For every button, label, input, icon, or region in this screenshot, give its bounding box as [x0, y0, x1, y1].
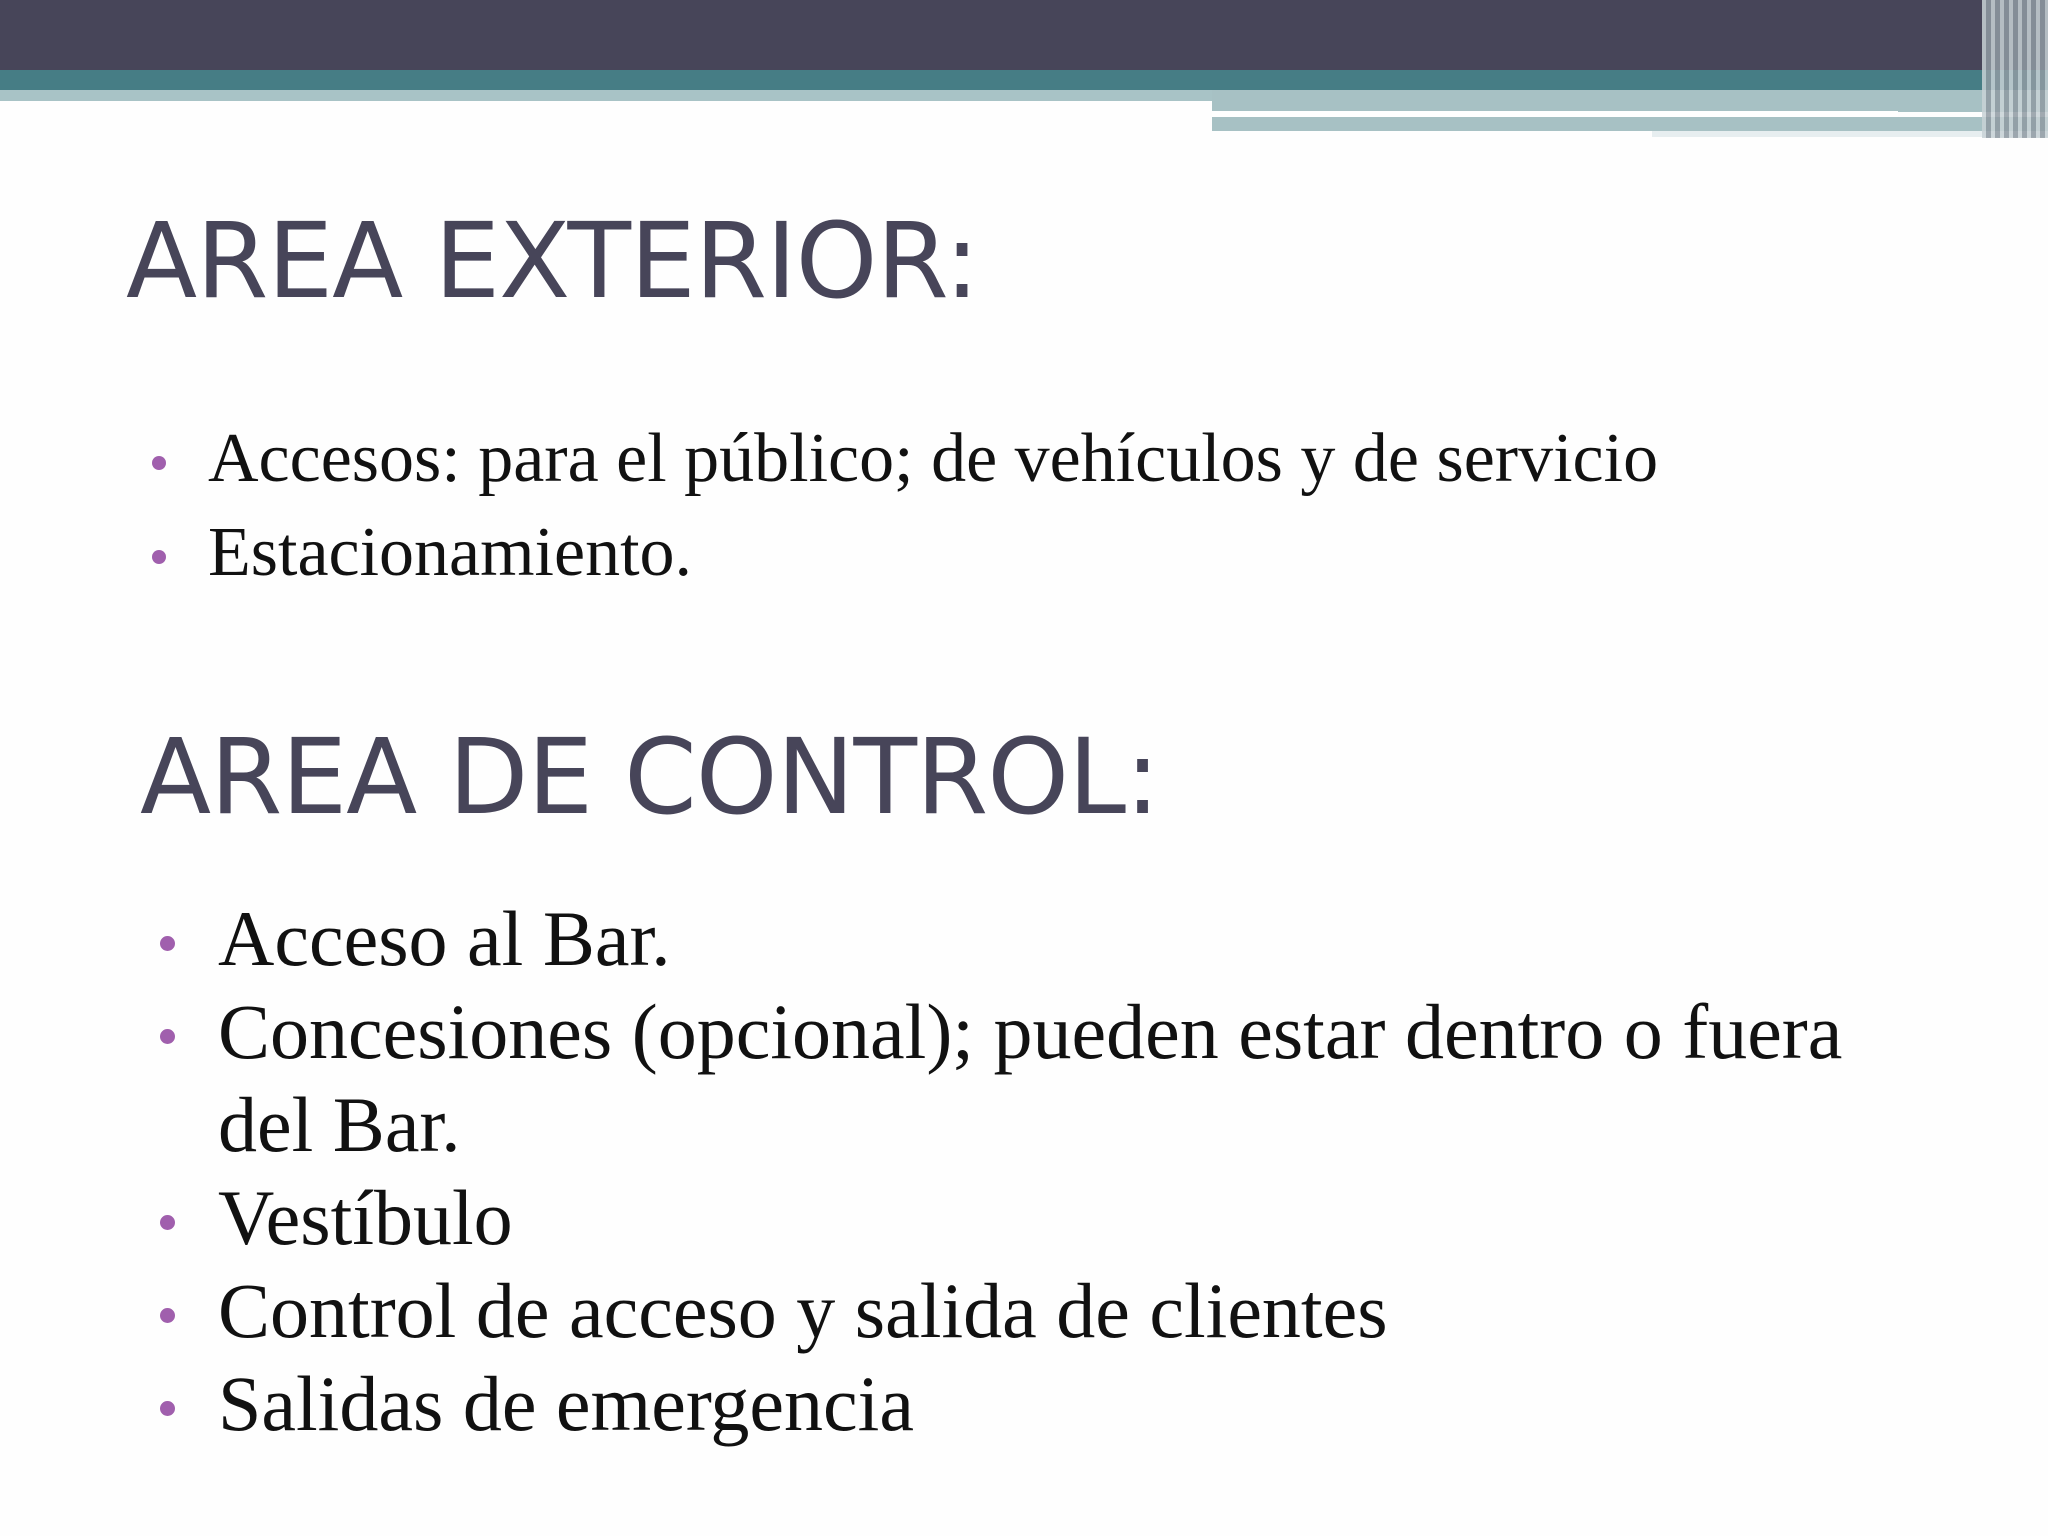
- bullet-text: Vestíbulo: [218, 1174, 513, 1261]
- bullet-dot-icon: [160, 1215, 175, 1230]
- bullet-item: [218, 1171, 1878, 1264]
- corner-stripes-decoration: [1982, 0, 2048, 138]
- bullet-item: [218, 892, 1878, 985]
- bullet-item: [218, 1264, 1878, 1357]
- bullet-item: [218, 1357, 1878, 1450]
- bullet-text: Acceso al Bar.: [218, 895, 671, 982]
- bullet-text: Concesiones (opcional); pueden estar dentro o fuera del Bar.: [218, 988, 1843, 1168]
- section-heading-exterior: AREA EXTERIOR:: [126, 200, 979, 322]
- bullet-item: [208, 412, 1658, 506]
- bullet-dot-icon: [160, 1401, 175, 1416]
- bullet-dot-icon: [152, 550, 166, 564]
- bullet-text: Control de acceso y salida de clientes: [218, 1267, 1388, 1354]
- bullet-dot-icon: [160, 1029, 175, 1044]
- bullet-dot-icon: [160, 1308, 175, 1323]
- bullet-dot-icon: [152, 456, 166, 470]
- bullet-list-exterior: [208, 412, 1658, 600]
- header-band-dark: [0, 0, 2048, 70]
- bullet-dot-icon: [160, 936, 175, 951]
- bullet-text: Estacionamiento.: [208, 514, 693, 591]
- header-band-light-right: [1212, 90, 2048, 112]
- header-band-teal: [0, 70, 2048, 90]
- bullet-text: Salidas de emergencia: [218, 1360, 914, 1447]
- bullet-item: [218, 985, 1878, 1171]
- section-heading-control: AREA DE CONTROL:: [140, 716, 1160, 838]
- bullet-text: Accesos: para el público; de vehículos y de servicio: [208, 420, 1659, 497]
- header-band-light-right-lower: [1212, 117, 2048, 131]
- header-band-light-left: [0, 90, 1212, 101]
- bullet-item: [208, 506, 1658, 600]
- bullet-list-control: [218, 892, 1878, 1450]
